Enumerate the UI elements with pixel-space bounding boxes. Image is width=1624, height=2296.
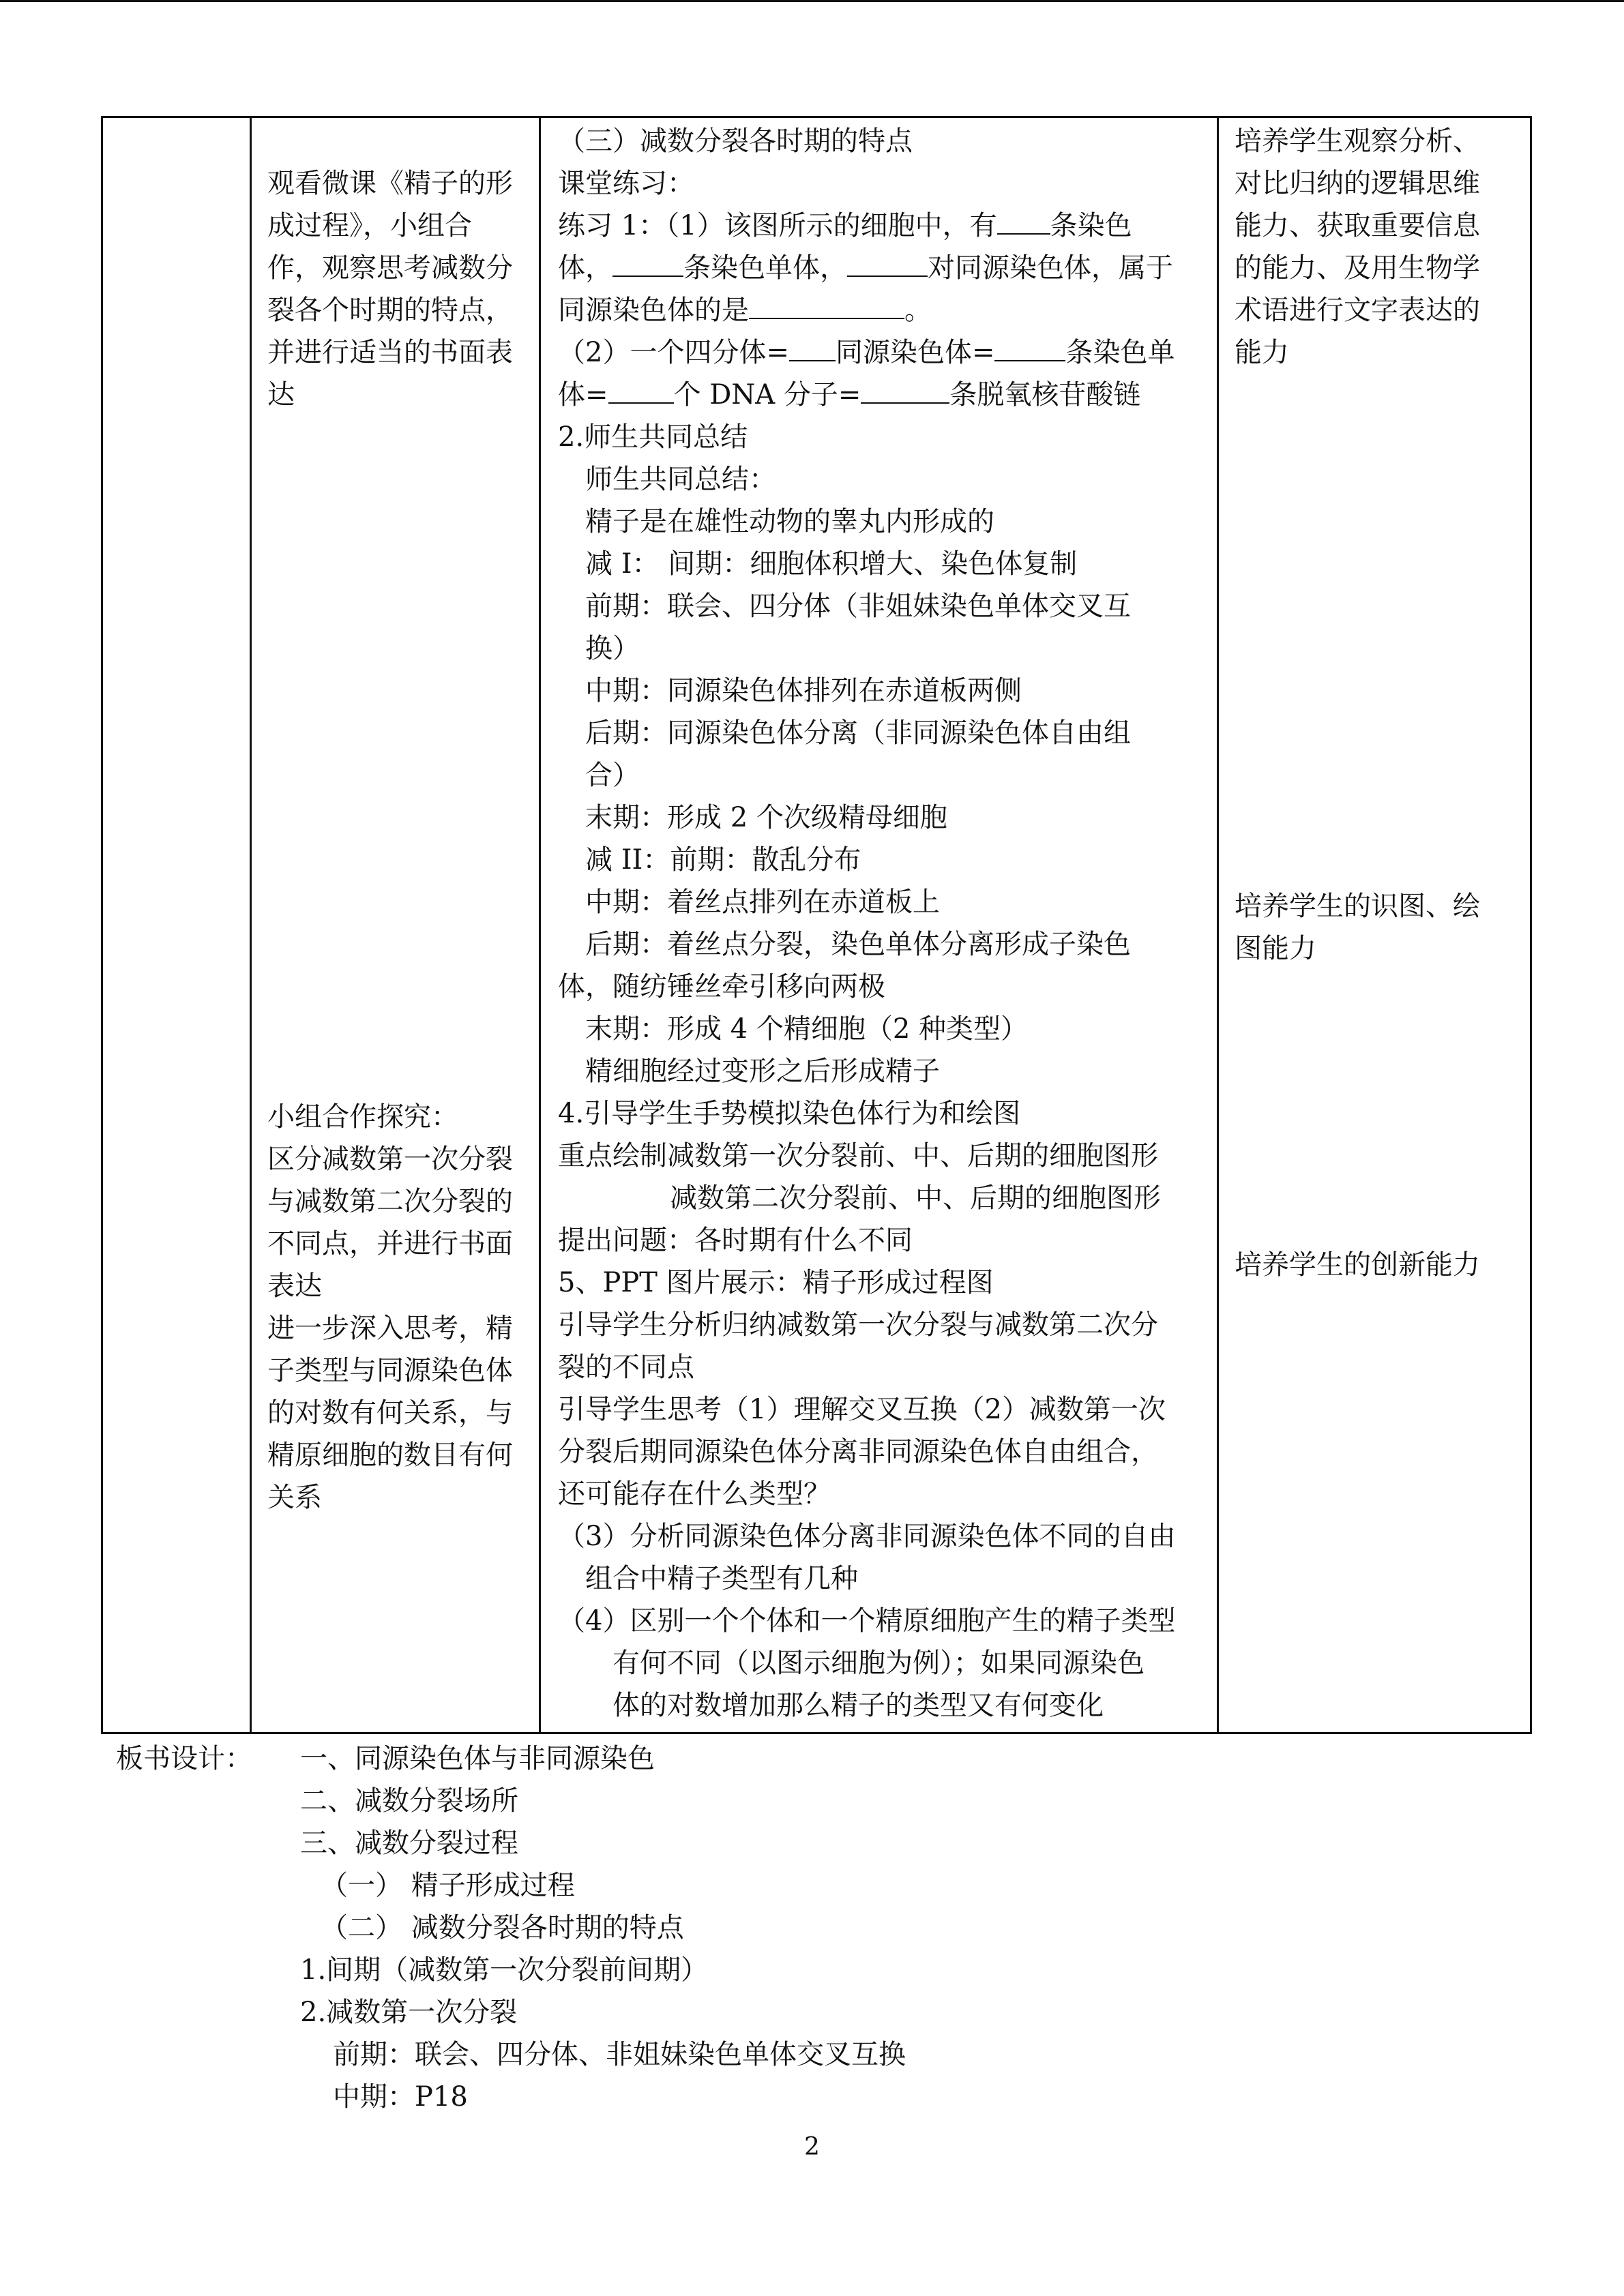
page-number: 2 — [804, 2133, 820, 2161]
text-line: 并进行适当的书面表 — [267, 337, 513, 368]
board-item: 一、同源染色体与非同源染色 — [300, 1743, 655, 1774]
text-line: 体，随纺锤丝牵引移向两极 — [558, 971, 885, 1002]
exercise-line-4 — [558, 331, 1175, 374]
text-line: 分裂后期同源染色体分离非同源染色体自由组合， — [558, 1436, 1158, 1467]
practice-title: 课堂练习： — [558, 168, 694, 199]
answer-blank — [997, 209, 1050, 235]
text-line: 体的对数增加那么精子的类型又有何变化 — [612, 1690, 1104, 1721]
text-line: 表达 — [267, 1270, 322, 1302]
text-line: 减数第二次分裂前、中、后期的细胞图形 — [670, 1182, 1161, 1214]
text-line: 还可能存在什么类型？ — [558, 1478, 831, 1510]
text-line: 后期：着丝点分裂，染色单体分离形成子染色 — [585, 929, 1131, 960]
text-line: 后期：同源染色体分离（非同源染色体自由组 — [585, 717, 1131, 749]
text-span: 条染色单体， — [683, 252, 847, 284]
text-line: 引导学生思考（1）理解交叉互换（2）减数第一次 — [558, 1394, 1166, 1425]
text-line: 与减数第二次分裂的 — [267, 1186, 513, 1217]
text-line: （3）分析同源染色体分离非同源染色体不同的自由 — [558, 1521, 1176, 1552]
board-item: 三、减数分裂过程 — [300, 1828, 518, 1859]
text-line: 培养学生的创新能力 — [1235, 1249, 1480, 1281]
text-span: 练习 1：（1）该图所示的细胞中，有 — [558, 210, 997, 241]
table-border-left — [101, 116, 103, 1732]
text-line: 5、PPT 图片展示：精子形成过程图 — [558, 1267, 994, 1298]
student-activity-block-1 — [267, 162, 513, 416]
section-title: （三）减数分裂各时期的特点 — [558, 125, 913, 157]
text-span: （2）一个四分体= — [558, 337, 789, 368]
text-line: 中期：着丝点排列在赤道板上 — [585, 886, 940, 918]
board-item: 二、减数分裂场所 — [300, 1785, 518, 1817]
design-intent-block-1 — [1235, 120, 1480, 374]
text-line: 前期：联会、四分体（非姐妹染色单体交叉互 — [585, 591, 1131, 622]
text-line: 减 I： 间期：细胞体积增大、染色体复制 — [585, 548, 1078, 580]
text-line: 精细胞经过变形之后形成精子 — [585, 1056, 940, 1087]
answer-blank — [994, 336, 1065, 361]
text-line: 达 — [267, 379, 295, 411]
student-activity-block-2 — [267, 1096, 513, 1519]
text-line: 2.师生共同总结 — [558, 421, 748, 453]
text-line: 能力、获取重要信息 — [1235, 210, 1480, 241]
design-intent-block-3 — [1235, 1244, 1480, 1286]
text-line: 引导学生分析归纳减数第一次分裂与减数第二次分 — [558, 1309, 1158, 1341]
text-line: 不同点，并进行书面 — [267, 1228, 513, 1259]
board-item: 前期：联会、四分体、非姐妹染色单体交叉互换 — [333, 2039, 906, 2070]
text-line: 培养学生的识图、绘 — [1235, 891, 1480, 922]
board-design-label: 板书设计： — [116, 1743, 252, 1774]
text-span: 个 DNA 分子= — [673, 379, 861, 411]
text-span: 。 — [904, 295, 932, 326]
text-line: 重点绘制减数第一次分裂前、中、后期的细胞图形 — [558, 1140, 1158, 1172]
text-line: 中期：同源染色体排列在赤道板两侧 — [585, 675, 1022, 706]
board-item: 中期：P18 — [333, 2081, 468, 2113]
text-line: 师生共同总结： — [585, 464, 776, 495]
text-line: 有何不同（以图示细胞为例）；如果同源染色 — [612, 1648, 1145, 1679]
text-line: 能力 — [1235, 337, 1289, 368]
text-span: 对同源染色体，属于 — [928, 252, 1173, 284]
text-span: 条染色单 — [1065, 337, 1175, 368]
table-border-right — [1530, 116, 1532, 1732]
text-line: 合） — [585, 760, 640, 791]
text-line: 换） — [585, 633, 640, 664]
text-line: 作，观察思考减数分 — [267, 252, 513, 284]
table-bottom-border — [101, 1732, 1532, 1734]
text-line: 末期：形成 4 个精细胞（2 种类型） — [585, 1013, 1029, 1045]
text-line: 减 II：前期：散乱分布 — [585, 844, 861, 876]
text-line: （4）区别一个个体和一个精原细胞产生的精子类型 — [558, 1605, 1176, 1637]
text-line: 成过程》，小组合 — [267, 210, 472, 241]
page-top-border — [0, 0, 1624, 2]
board-item: （二） 减数分裂各时期的特点 — [321, 1912, 684, 1943]
board-item: （一） 精子形成过程 — [321, 1870, 575, 1901]
design-intent-block-2 — [1235, 885, 1480, 970]
text-line: 区分减数第一次分裂 — [267, 1144, 513, 1175]
text-line: 术语进行文字表达的 — [1235, 295, 1480, 326]
text-line: 组合中精子类型有几种 — [585, 1563, 858, 1594]
text-line: 对比归纳的逻辑思维 — [1235, 168, 1480, 199]
text-span: 同源染色体的是 — [558, 295, 749, 326]
answer-blank — [789, 336, 836, 361]
answer-blank — [847, 251, 928, 277]
text-line: 提出问题：各时期有什么不同 — [558, 1225, 913, 1256]
exercise-line-1 — [558, 205, 1175, 247]
text-line: 关系 — [267, 1482, 322, 1513]
text-line: 裂各个时期的特点， — [267, 295, 513, 326]
text-line: 末期：形成 2 个次级精母细胞 — [585, 802, 947, 833]
exercise-line-5 — [558, 374, 1175, 416]
teacher-activity-column — [558, 116, 1213, 1732]
exercise-line-2 — [558, 247, 1175, 289]
exercise-line-3 — [558, 289, 1175, 331]
text-line: 裂的不同点 — [558, 1352, 694, 1383]
answer-blank — [608, 378, 674, 404]
text-span: 条染色 — [1050, 210, 1132, 241]
table-column-divider-2 — [539, 116, 541, 1732]
text-line: 4.引导学生手势模拟染色体行为和绘图 — [558, 1098, 1021, 1129]
design-intent-column — [1235, 116, 1528, 1732]
board-item: 1.间期（减数第一次分裂前间期） — [300, 1954, 709, 1986]
text-line: 精子是在雄性动物的睾丸内形成的 — [585, 506, 994, 537]
answer-blank — [612, 251, 683, 277]
text-line: 的能力、及用生物学 — [1235, 252, 1480, 284]
answer-blank — [861, 378, 949, 404]
text-line: 图能力 — [1235, 933, 1316, 964]
table-column-divider-3 — [1217, 116, 1219, 1732]
text-line: 子类型与同源染色体 — [267, 1355, 513, 1386]
table-column-divider-1 — [250, 116, 252, 1732]
text-span: 体= — [558, 379, 608, 411]
text-span: 体， — [558, 252, 612, 284]
text-span: 同源染色体= — [835, 337, 995, 368]
text-line: 的对数有何关系，与 — [267, 1397, 513, 1429]
text-line: 小组合作探究： — [267, 1101, 458, 1133]
text-span: 条脱氧核苷酸链 — [949, 379, 1141, 411]
student-activity-column — [267, 116, 533, 1732]
text-line: 培养学生观察分析、 — [1235, 125, 1480, 157]
answer-blank — [749, 293, 904, 319]
text-line: 精原细胞的数目有何 — [267, 1440, 513, 1471]
text-line: 进一步深入思考，精 — [267, 1313, 513, 1344]
board-item: 2.减数第一次分裂 — [300, 1997, 518, 2028]
text-line: 观看微课《精子的形 — [267, 168, 513, 199]
